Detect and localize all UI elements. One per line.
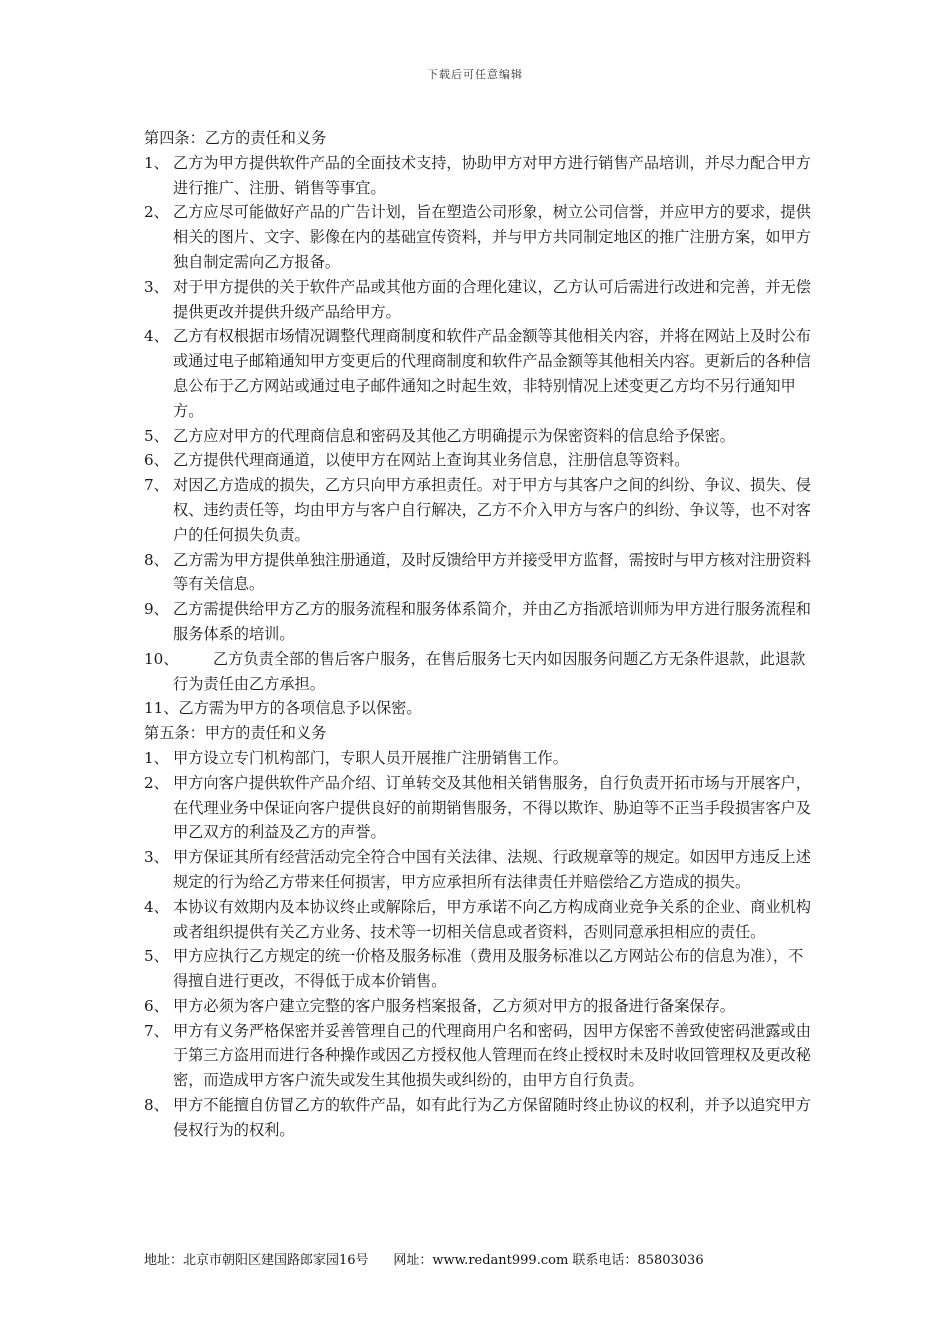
clause-item xyxy=(144,200,816,274)
clause-text: 乙方需为甲方的各项信息予以保密。 xyxy=(178,699,422,718)
page-header-note: 下载后可任意编辑 xyxy=(427,68,523,81)
document-body xyxy=(144,126,816,1143)
clause-number: 5、 xyxy=(144,947,169,966)
section5-list xyxy=(144,746,816,1143)
clause-text: 乙方提供代理商通道，以使甲方在网站上查询其业务信息，注册信息等资料。 xyxy=(173,451,690,470)
clause-number: 10、 xyxy=(144,649,179,668)
clause-item xyxy=(144,895,816,945)
clause-item xyxy=(144,548,816,598)
clause-text: 甲方设立专门机构部门，专职人员开展推广注册销售工作。 xyxy=(173,748,568,767)
clause-item xyxy=(144,771,816,845)
clause-text: 对于甲方提供的关于软件产品或其他方面的合理化建议，乙方认可后需进行改进和完善，并无偿提供更改并提供升级产品给甲方。 xyxy=(173,277,811,321)
clause-number: 7、 xyxy=(144,476,169,495)
clause-number: 7、 xyxy=(144,1021,169,1040)
footer-phone: 联系电话：85803036 xyxy=(572,1253,704,1268)
clause-item xyxy=(144,324,816,423)
clause-item xyxy=(144,696,816,721)
clause-text: 本协议有效期内及本协议终止或解除后，甲方承诺不向乙方构成商业竞争关系的企业、商业机构或者组织提供有关乙方业务、技术等一切相关信息或者资料，否则同意承担相应的责任。 xyxy=(173,897,811,941)
clause-item xyxy=(144,275,816,325)
footer-website: 网址：www.redant999.com xyxy=(393,1253,569,1268)
clause-text: 甲方必须为客户建立完整的客户服务档案报备，乙方须对甲方的报备进行备案保存。 xyxy=(173,996,735,1015)
clause-number: 8、 xyxy=(144,1096,169,1115)
clause-number: 3、 xyxy=(144,277,169,296)
clause-number: 8、 xyxy=(144,550,169,569)
clause-number: 6、 xyxy=(144,996,169,1015)
clause-item xyxy=(144,473,816,547)
clause-item xyxy=(144,994,816,1019)
clause-text: 乙方有权根据市场情况调整代理商制度和软件产品金额等其他相关内容，并将在网站上及时公布或通过电子邮箱通知甲方变更后的代理商制度和软件产品金额等其他相关内容。更新后的各种信息公布于乙方网站或通过电子邮件通知之时起生效，非特别情况上述变更乙方均不另行通知甲方。 xyxy=(173,327,811,420)
clause-text: 甲方向客户提供软件产品介绍、订单转交及其他相关销售服务，自行负责开拓市场与开展客户，在代理业务中保证向客户提供良好的前期销售服务，不得以欺诈、胁迫等不正当手段损害客户及甲乙双方的利益及乙方的声誉。 xyxy=(173,773,811,842)
section4-list xyxy=(144,151,816,697)
clause-item xyxy=(144,1093,816,1143)
clause-text: 乙方为甲方提供软件产品的全面技术支持，协助甲方对甲方进行销售产品培训，并尽力配合甲方进行推广、注册、销售等事宜。 xyxy=(173,153,811,197)
section4-title: 第四条：乙方的责任和义务 xyxy=(144,129,327,147)
section4-last-item xyxy=(144,696,816,721)
clause-text: 乙方应对甲方的代理商信息和密码及其他乙方明确提示为保密资料的信息给予保密。 xyxy=(173,426,735,445)
clause-item xyxy=(144,448,816,473)
clause-item xyxy=(144,424,816,449)
section5-title: 第五条：甲方的责任和义务 xyxy=(144,724,327,743)
clause-number: 6、 xyxy=(144,451,169,470)
clause-number: 4、 xyxy=(144,897,169,916)
clause-number: 4、 xyxy=(144,327,169,346)
clause-number: 9、 xyxy=(144,600,169,619)
clause-item xyxy=(144,151,816,201)
clause-item xyxy=(144,746,816,771)
clause-number: 11、 xyxy=(144,699,179,718)
page-footer xyxy=(144,1249,824,1268)
clause-text: 对因乙方造成的损失，乙方只向甲方承担责任。对于甲方与其客户之间的纠纷、争议、损失、侵权、违约责任等，均由甲方与客户自行解决，乙方不介入甲方与客户的纠纷、争议等，也不对客户的任何损失负责。 xyxy=(173,476,811,544)
clause-item xyxy=(144,1019,816,1093)
clause-number: 3、 xyxy=(144,848,169,867)
clause-text: 乙方需为甲方提供单独注册通道，及时反馈给甲方并接受甲方监督，需按时与甲方核对注册资料等有关信息。 xyxy=(173,550,811,594)
clause-item xyxy=(144,845,816,895)
clause-number: 1、 xyxy=(144,748,169,767)
clause-text: 乙方应尽可能做好产品的广告计划，旨在塑造公司形象，树立公司信誉，并应甲方的要求，提供相关的图片、文字、影像在内的基础宣传资料，并与甲方共同制定地区的推广注册方案，如甲方独自制定需向乙方报备。 xyxy=(173,203,811,271)
clause-text: 乙方需提供给甲方乙方的服务流程和服务体系简介，并由乙方指派培训师为甲方进行服务流程和服务体系的培训。 xyxy=(173,600,811,643)
clause-text: 甲方保证其所有经营活动完全符合中国有关法律、法规、行政规章等的规定。如因甲方违反上述规定的行为给乙方带来任何损害，甲方应承担所有法律责任并赔偿给乙方造成的损失。 xyxy=(173,848,811,891)
footer-address: 地址：北京市朝阳区建国路郎家园16号 xyxy=(144,1253,369,1268)
clause-number: 2、 xyxy=(144,773,169,792)
clause-item xyxy=(144,647,816,697)
clause-number: 1、 xyxy=(144,153,169,172)
clause-item xyxy=(144,597,816,647)
clause-number: 5、 xyxy=(144,426,169,445)
clause-text: 甲方应执行乙方规定的统一价格及服务标准（费用及服务标准以乙方网站公布的信息为准），不得擅自进行更改，不得低于成本价销售。 xyxy=(173,947,804,991)
clause-text: 乙方负责全部的售后客户服务，在售后服务七天内如因服务问题乙方无条件退款，此退款行为责任由乙方承担。 xyxy=(173,649,806,693)
clause-text: 甲方有义务严格保密并妥善管理自己的代理商用户名和密码，因甲方保密不善致使密码泄露或由于第三方盗用而进行各种操作或因乙方授权他人管理而在终止授权时未及时收回管理权及更改秘密，而造成甲方客户流失或发生其他损失或纠纷的，由甲方自行负责。 xyxy=(173,1021,811,1090)
clause-item xyxy=(144,944,816,994)
clause-text: 甲方不能擅自仿冒乙方的软件产品，如有此行为乙方保留随时终止协议的权利，并予以追究甲方侵权行为的权利。 xyxy=(173,1096,811,1139)
clause-number: 2、 xyxy=(144,203,169,222)
